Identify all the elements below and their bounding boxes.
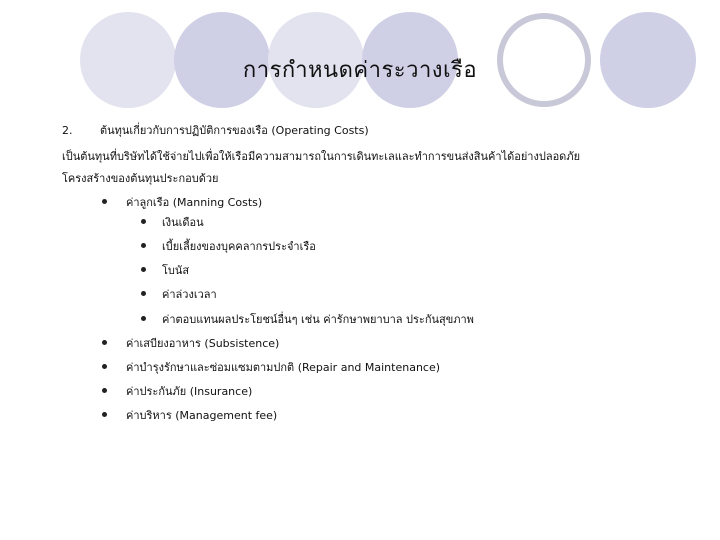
bullet [141,316,146,321]
intro-line-1: เป็นต้นทุนที่บริษัทได้ใช้จ่ายไปเพื่อให้เรือมีความสามารถในการเดินทะเลและทำการขนส่งสินค้าได้อย่างปลอดภัย [62,150,581,163]
sub-item-benefits: ค่าตอบแทนผลประโยชน์อื่นๆ เช่น ค่ารักษาพยาบาล ประกันสุขภาพ [162,313,474,326]
bullet [141,219,146,224]
bullet [102,340,107,345]
list-item-repair: ค่าบำรุงรักษาและซ่อมแซมตามปกติ (Repair and Maintenance) [126,361,441,374]
page-title: การกำหนดค่าระวางเรือ [242,58,478,83]
list-item-subsistence: ค่าเสบียงอาหาร (Subsistence) [126,337,280,350]
bullet [141,291,146,296]
bullet [102,412,107,417]
bullet [102,199,107,204]
intro-line-2: โครงสร้างของต้นทุนประกอบด้วย [62,172,219,185]
bullet [102,388,107,393]
list-item-insurance: ค่าประกันภัย (Insurance) [126,385,253,398]
section-number: 2. [62,124,73,137]
sub-item-salary: เงินเดือน [162,216,204,229]
sub-item-allowance: เบี้ยเลี้ยงของบุคคลากรประจำเรือ [162,240,316,253]
section-heading: ต้นทุนเกี่ยวกับการปฏิบัติการของเรือ (Operating Costs) [100,124,369,137]
sub-item-overtime: ค่าล่วงเวลา [162,288,217,301]
list-item-manning: ค่าลูกเรือ (Manning Costs) [126,196,263,209]
bullet [102,364,107,369]
bullet [141,267,146,272]
list-item-management: ค่าบริหาร (Management fee) [126,409,278,422]
sub-item-bonus: โบนัส [162,264,190,277]
bullet [141,243,146,248]
